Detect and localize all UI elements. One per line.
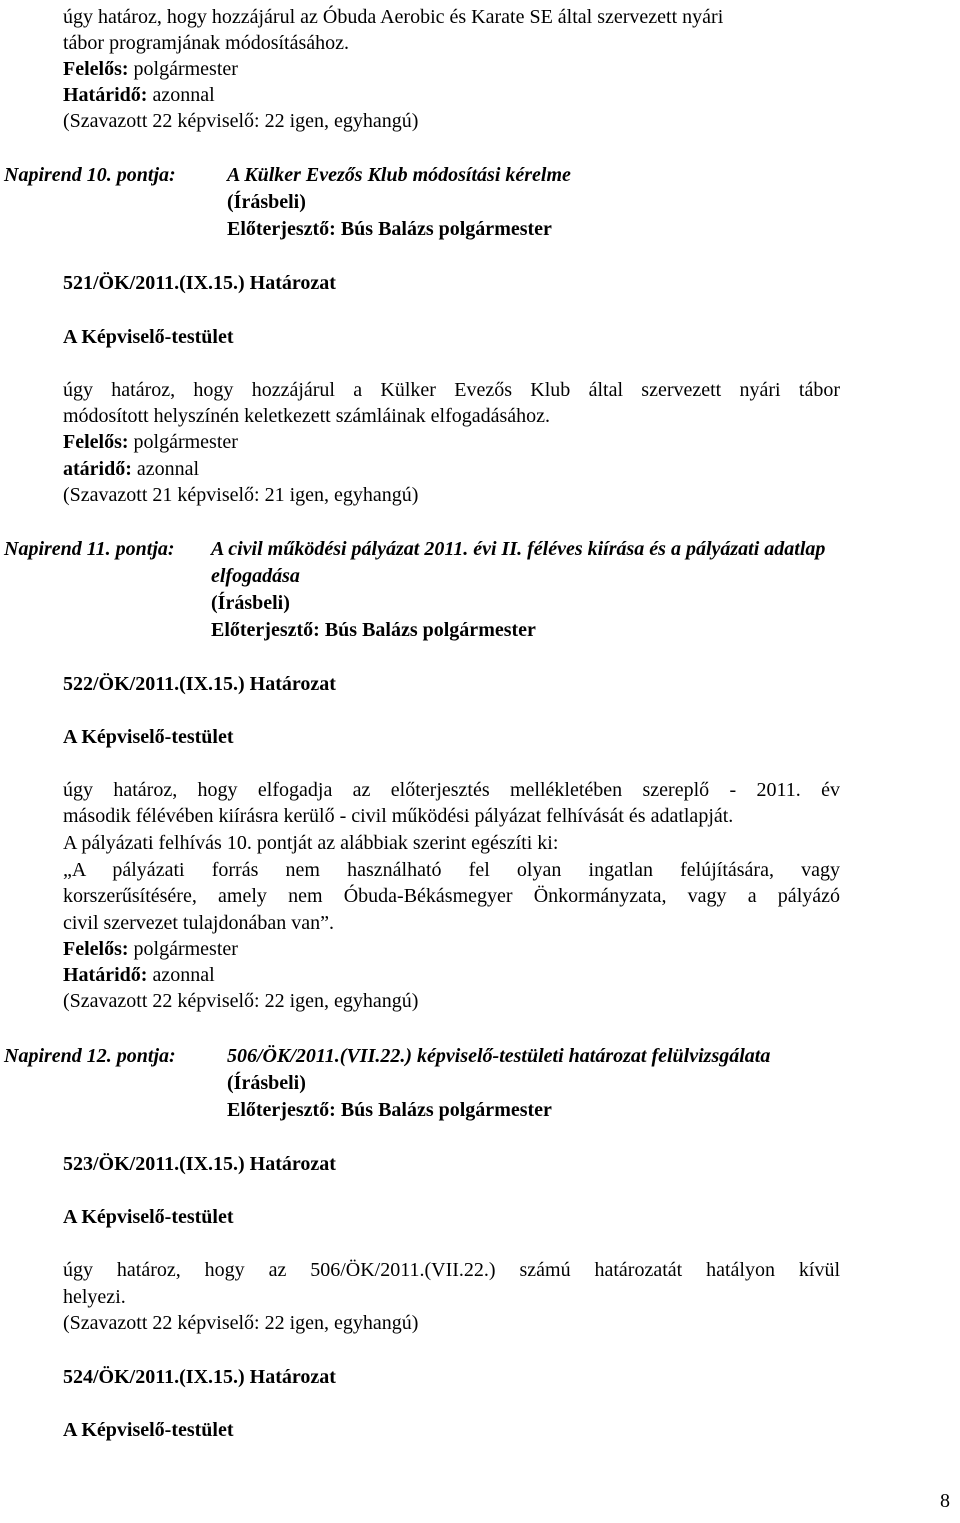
page-number: 8 (940, 1490, 950, 1512)
resolution-number: 524/ÖK/2011.(IX.15.) Határozat (63, 1366, 336, 1388)
responsible-line (63, 56, 238, 82)
agenda-item-label: Napirend 10. pontja: (4, 164, 176, 186)
responsible-value: polgármester (133, 58, 238, 80)
deadline-value: azonnal (136, 458, 200, 480)
body-heading: A Képviselő-testület (63, 726, 234, 748)
body-heading: A Képviselő-testület (63, 1206, 234, 1228)
text-line: úgy határoz, hogy elfogadja az előterjesztés mellékletében szereplő - 2011. év (63, 779, 840, 801)
resolution-number: 522/ÖK/2011.(IX.15.) Határozat (63, 673, 336, 695)
body-heading: A Képviselő-testület (63, 326, 234, 348)
responsible-label: Felelős: (63, 58, 129, 80)
vote-line: (Szavazott 22 képviselő: 22 igen, egyhangú) (63, 1312, 419, 1334)
vote-line: (Szavazott 22 képviselő: 22 igen, egyhangú) (63, 990, 419, 1012)
agenda-item-title: 506/ÖK/2011.(VII.22.) képviselő-testületi határozat felülvizsgálata (227, 1045, 771, 1067)
text-line: „A pályázati forrás nem használható fel olyan ingatlan felújítására, vagy (63, 859, 840, 881)
text-line: A pályázati felhívás 10. pontját az alábbiak szerint egészíti ki: (63, 832, 559, 854)
body-heading: A Képviselő-testület (63, 1419, 234, 1441)
written-note: (Írásbeli) (227, 1072, 306, 1094)
text-line: civil szervezet tulajdonában van”. (63, 912, 334, 934)
agenda-item-title-cont: elfogadása (211, 565, 300, 587)
text-line: helyezi. (63, 1286, 126, 1308)
text-line: úgy határoz, hogy hozzájárul a Külker Evezős Klub által szervezett nyári tábor (63, 379, 840, 401)
resolution-number: 521/ÖK/2011.(IX.15.) Határozat (63, 272, 336, 294)
responsible-label: Felelős: (63, 938, 129, 960)
deadline-line (63, 962, 215, 988)
vote-line: (Szavazott 22 képviselő: 22 igen, egyhangú) (63, 110, 419, 132)
agenda-item-label: Napirend 12. pontja: (4, 1045, 176, 1067)
text-line: úgy határoz, hogy az 506/ÖK/2011.(VII.22.) számú határozatát hatályon kívül (63, 1259, 840, 1281)
text-line: módosított helyszínén keletkezett számláinak elfogadásához. (63, 405, 551, 427)
responsible-line (63, 936, 238, 962)
resolution-number: 523/ÖK/2011.(IX.15.) Határozat (63, 1153, 336, 1175)
text-line: tábor programjának módosításához. (63, 32, 350, 54)
deadline-value: azonnal (152, 964, 215, 986)
agenda-item-title: A Külker Evezős Klub módosítási kérelme (227, 164, 571, 186)
deadline-line (63, 82, 215, 108)
deadline-label: atáridő: (63, 458, 132, 480)
agenda-item-title: A civil működési pályázat 2011. évi II. féléves kiírása és a pályázati adatlap (211, 538, 826, 560)
text-line: második félévében kiírásra kerülő - civil működési pályázat felhívását és adatlapját. (63, 805, 734, 827)
responsible-line (63, 429, 238, 455)
vote-line: (Szavazott 21 képviselő: 21 igen, egyhangú) (63, 484, 419, 506)
deadline-line (63, 456, 199, 482)
presenter-line: Előterjesztő: Bús Balázs polgármester (227, 218, 552, 240)
written-note: (Írásbeli) (211, 592, 290, 614)
deadline-value: azonnal (152, 84, 215, 106)
responsible-value: polgármester (133, 938, 238, 960)
responsible-label: Felelős: (63, 431, 129, 453)
presenter-line: Előterjesztő: Bús Balázs polgármester (211, 619, 536, 641)
responsible-value: polgármester (133, 431, 238, 453)
deadline-label: Határidő: (63, 84, 148, 106)
text-line: úgy határoz, hogy hozzájárul az Óbuda Aerobic és Karate SE által szervezett nyári (63, 6, 724, 28)
agenda-item-label: Napirend 11. pontja: (4, 538, 175, 560)
written-note: (Írásbeli) (227, 191, 306, 213)
presenter-line: Előterjesztő: Bús Balázs polgármester (227, 1099, 552, 1121)
deadline-label: Határidő: (63, 964, 148, 986)
text-line: korszerűsítésére, amely nem Óbuda-Békásmegyer Önkormányzata, vagy a pályázó (63, 885, 840, 907)
